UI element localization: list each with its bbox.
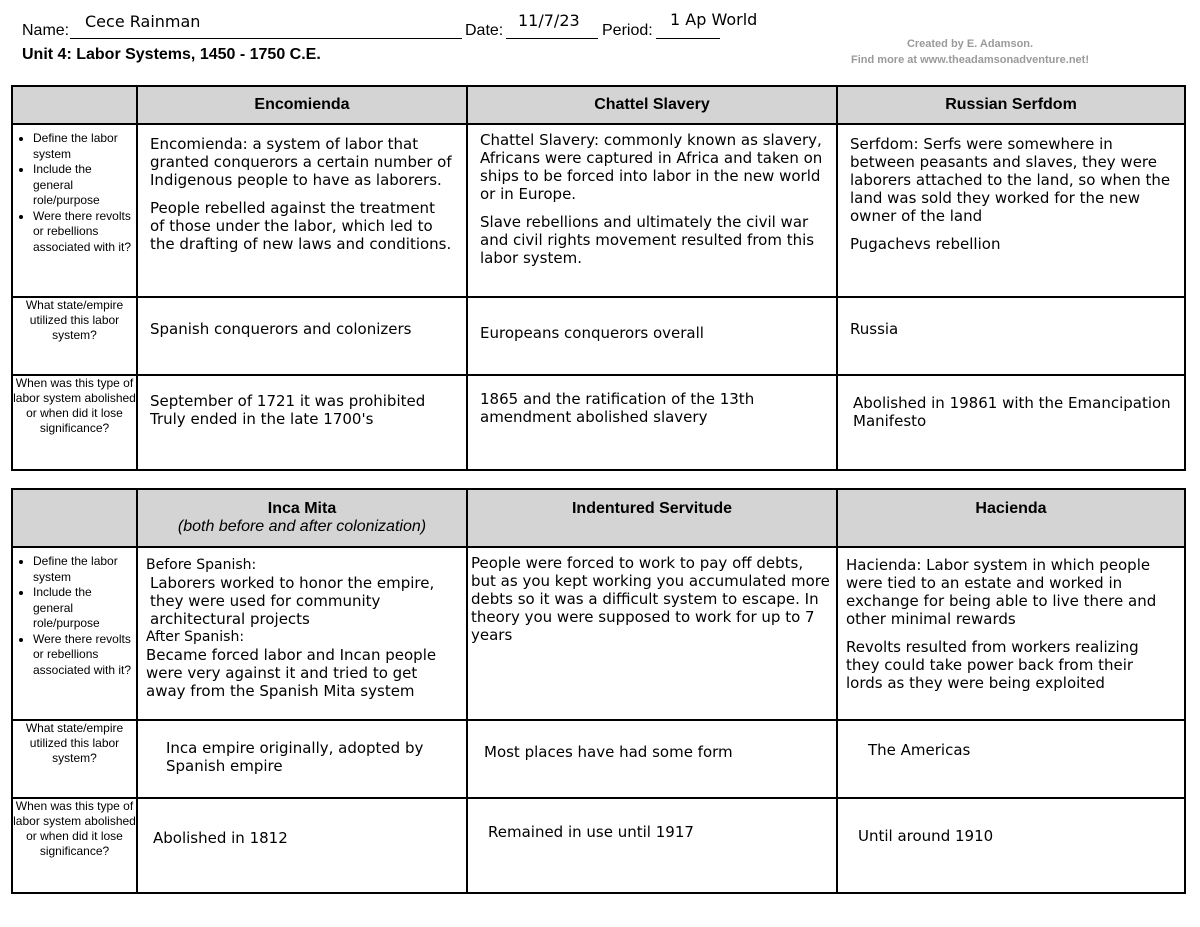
name-value[interactable]: Cece Rainman xyxy=(85,12,201,31)
answer-text: Europeans conquerors overall xyxy=(480,324,704,342)
col-inca-mita xyxy=(137,489,467,547)
answer-text: Remained in use until 1917 xyxy=(488,823,694,841)
col-indentured-servitude: Indentured Servitude xyxy=(467,489,837,547)
credit-line-1: Created by E. Adamson. xyxy=(906,38,1034,50)
question-item: • Were there revolts or rebellions associated with it? xyxy=(33,209,132,256)
answer-text: Inca empire originally, adopted by Spanish empire xyxy=(166,739,424,775)
answer-label: After Spanish: xyxy=(146,629,245,645)
question-item: • Were there revolts or rebellions associated with it? xyxy=(33,632,132,679)
answer-text: Slave rebellions and ultimately the civil war and civil rights movement resulted from this labor system. xyxy=(480,213,815,267)
corner-cell xyxy=(12,489,137,547)
period-value[interactable]: 1 Ap World xyxy=(670,10,758,29)
question-item: • Define the labor system xyxy=(33,131,132,162)
abolished-question: When was this type of labor system abolished or when did it lose significance? xyxy=(12,798,137,893)
question-item: • Include the general role/purpose xyxy=(33,585,132,632)
credit-line-2: Find more at www.theadamsonadventure.net! xyxy=(851,54,1089,66)
serfdom-define-cell[interactable] xyxy=(837,124,1185,297)
answer-text: People rebelled against the treatment of those under the labor, which led to the drafting of new laws and conditions. xyxy=(150,199,452,253)
column-title: Inca Mita xyxy=(267,500,337,517)
abolished-question: When was this type of labor system abolished or when did it lose significance? xyxy=(12,375,137,470)
answer-text: Until around 1910 xyxy=(858,827,994,845)
inca-abolished-cell[interactable] xyxy=(137,798,467,893)
answer-text: Truly ended in the late 1700's xyxy=(150,410,374,428)
date-value[interactable]: 11/7/23 xyxy=(518,11,580,30)
answer-text: Most places have had some form xyxy=(484,743,733,761)
inca-define-cell[interactable] xyxy=(137,547,467,720)
page-title: Unit 4: Labor Systems, 1450 - 1750 C.E. xyxy=(22,46,321,63)
encomienda-abolished-cell[interactable] xyxy=(137,375,467,470)
answer-text: Laborers worked to honor the empire, they were used for community architectural projects xyxy=(150,574,435,628)
hacienda-define-cell[interactable] xyxy=(837,547,1185,720)
period-line xyxy=(656,38,720,39)
column-subtitle: (both before and after colonization) xyxy=(177,518,427,535)
credit-note xyxy=(820,36,1120,68)
define-question xyxy=(12,547,137,720)
answer-label: Before Spanish: xyxy=(146,557,257,573)
chattel-abolished-cell[interactable] xyxy=(467,375,837,470)
answer-text: People were forced to work to pay off debts, but as you kept working you accumulated more debts so it was a difficult system to escape. In theory you were supposed to work for up to 7 years xyxy=(471,554,830,644)
name-line xyxy=(70,38,462,39)
period-label: Period: xyxy=(602,22,653,39)
labor-table-1 xyxy=(11,85,1186,471)
state-question: What state/empire utilized this labor system? xyxy=(12,297,137,375)
servitude-define-cell[interactable] xyxy=(467,547,837,720)
col-chattel-slavery: Chattel Slavery xyxy=(467,86,837,124)
answer-text: Pugachevs rebellion xyxy=(850,235,1001,253)
col-russian-serfdom: Russian Serfdom xyxy=(837,86,1185,124)
serfdom-state-cell[interactable] xyxy=(837,297,1185,375)
chattel-define-cell[interactable] xyxy=(467,124,837,297)
state-question: What state/empire utilized this labor system? xyxy=(12,720,137,798)
inca-state-cell[interactable] xyxy=(137,720,467,798)
answer-text: Hacienda: Labor system in which people were tied to an estate and worked in exchange for being able to live there and other minimal rewards xyxy=(846,556,1157,628)
question-item: • Include the general role/purpose xyxy=(33,162,132,209)
name-label: Name: xyxy=(22,22,70,39)
hacienda-abolished-cell[interactable] xyxy=(837,798,1185,893)
encomienda-state-cell[interactable] xyxy=(137,297,467,375)
answer-text: Spanish conquerors and colonizers xyxy=(150,320,412,338)
answer-text: Became forced labor and Incan people were very against it and tried to get away from the Spanish Mita system xyxy=(146,646,437,700)
date-label: Date: xyxy=(465,22,504,39)
hacienda-state-cell[interactable] xyxy=(837,720,1185,798)
answer-text: Serfdom: Serfs were somewhere in between peasants and slaves, they were laborers attached to the land, so when the land was sold they worked for the new owner of the land xyxy=(850,135,1171,225)
answer-text: The Americas xyxy=(868,741,971,759)
col-encomienda: Encomienda xyxy=(137,86,467,124)
encomienda-define-cell[interactable] xyxy=(137,124,467,297)
corner-cell xyxy=(12,86,137,124)
labor-table-2 xyxy=(11,488,1186,894)
answer-text: Abolished in 1812 xyxy=(153,829,288,847)
answer-text: Revolts resulted from workers realizing they could take power back from their lords as they were being exploited xyxy=(846,638,1139,692)
define-question xyxy=(12,124,137,297)
servitude-abolished-cell[interactable] xyxy=(467,798,837,893)
answer-text: Chattel Slavery: commonly known as slavery, Africans were captured in Africa and taken on ships to be forced into labor in the new world or in Europe. xyxy=(480,131,823,203)
answer-text: 1865 and the ratification of the 13th amendment abolished slavery xyxy=(480,390,755,426)
answer-text: Abolished in 19861 with the Emancipation Manifesto xyxy=(853,394,1171,430)
answer-text: Encomienda: a system of labor that granted conquerors a certain number of Indigenous people to have as laborers. xyxy=(150,135,452,189)
question-item: • Define the labor system xyxy=(33,554,132,585)
servitude-state-cell[interactable] xyxy=(467,720,837,798)
date-line xyxy=(506,38,598,39)
answer-text: Russia xyxy=(850,320,899,338)
answer-text: September of 1721 it was prohibited xyxy=(150,392,426,410)
serfdom-abolished-cell[interactable] xyxy=(837,375,1185,470)
chattel-state-cell[interactable] xyxy=(467,297,837,375)
col-hacienda: Hacienda xyxy=(837,489,1185,547)
